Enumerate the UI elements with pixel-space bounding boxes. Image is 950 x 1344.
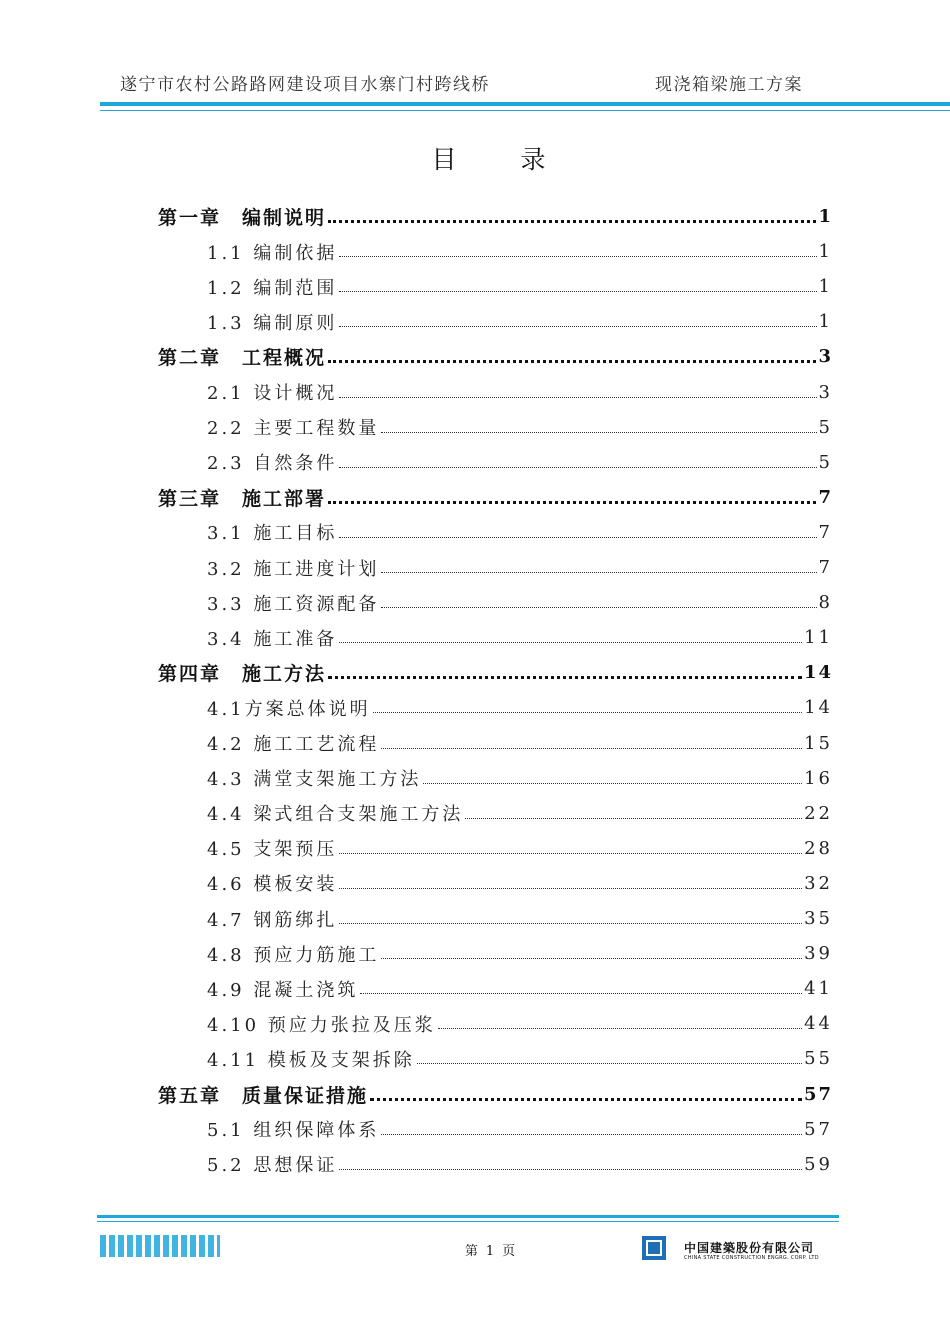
toc-entry-page: 22 bbox=[804, 802, 833, 824]
toc-section-entry[interactable] bbox=[207, 515, 833, 550]
page-prefix: 第 bbox=[464, 1244, 478, 1259]
toc-leader-dots bbox=[339, 923, 802, 924]
toc-section-entry[interactable] bbox=[207, 304, 833, 339]
toc-entry-label: 2.2 主要工程数量 bbox=[207, 418, 380, 440]
toc-entry-page: 3 bbox=[818, 346, 833, 368]
toc-entry-label: 1.3 编制原则 bbox=[207, 312, 338, 334]
toc-section-entry[interactable] bbox=[207, 971, 833, 1006]
toc-entry-label: 2.1 设计概况 bbox=[207, 383, 338, 404]
toc-leader-dots bbox=[381, 607, 816, 608]
toc-entry-page: 8 bbox=[818, 592, 833, 614]
toc-entry-label: 第一章 编制说明 bbox=[158, 207, 327, 229]
toc-entry-label: 4.4 梁式组合支架施工方法 bbox=[207, 804, 464, 826]
toc-entry-page: 11 bbox=[804, 627, 833, 649]
toc-section-entry[interactable] bbox=[207, 269, 833, 304]
toc-entry-label: 4.1方案总体说明 bbox=[207, 698, 371, 720]
toc-title: 目 录 bbox=[431, 145, 574, 174]
toc-entry-page: 16 bbox=[804, 767, 833, 789]
toc-entry-page: 14 bbox=[804, 697, 833, 719]
toc-section-entry[interactable] bbox=[207, 690, 833, 725]
toc-leader-dots bbox=[423, 783, 802, 784]
toc-section-entry[interactable] bbox=[207, 726, 833, 761]
toc-entry-page: 5 bbox=[818, 451, 833, 473]
header-project-title: 遂宁市农村公路路网建设项目水寨门村跨线桥 bbox=[120, 75, 490, 95]
toc-entry-page: 1 bbox=[818, 276, 833, 298]
toc-section-entry[interactable] bbox=[207, 1147, 833, 1182]
toc-entry-page: 32 bbox=[804, 872, 833, 894]
toc-section-entry[interactable] bbox=[207, 761, 833, 796]
toc-entry-label: 4.3 满堂支架施工方法 bbox=[207, 769, 422, 791]
toc-section-entry[interactable] bbox=[207, 234, 833, 269]
toc-entry-label: 第五章 质量保证措施 bbox=[158, 1084, 369, 1107]
toc-entry-label: 3.1 施工目标 bbox=[207, 523, 338, 545]
toc-leader-dots bbox=[339, 256, 816, 257]
toc-entry-label: 5.1 组织保障体系 bbox=[207, 1120, 380, 1142]
toc-leader-dots bbox=[339, 291, 816, 292]
toc-leader-dots bbox=[328, 501, 816, 504]
toc-section-entry[interactable] bbox=[207, 410, 833, 445]
toc-entry-page: 7 bbox=[818, 486, 833, 508]
toc-entry-page: 5 bbox=[818, 416, 833, 438]
toc-section-entry[interactable] bbox=[207, 866, 833, 901]
toc-leader-dots bbox=[339, 326, 816, 327]
toc-entry-label: 4.10 预应力张拉及压浆 bbox=[207, 1014, 436, 1036]
toc-entry-label: 4.11 模板及支架拆除 bbox=[207, 1049, 415, 1071]
toc-entry-label: 2.3 自然条件 bbox=[207, 453, 338, 475]
toc-entry-page: 55 bbox=[804, 1048, 833, 1070]
header-rule-thin bbox=[100, 110, 950, 111]
toc-leader-dots bbox=[381, 748, 802, 749]
toc-entry-label: 1.2 编制范围 bbox=[207, 277, 338, 299]
toc-leader-dots bbox=[339, 1169, 802, 1170]
toc-entry-label: 4.7 钢筋绑扎 bbox=[207, 909, 338, 931]
toc-entry-page: 1 bbox=[818, 311, 833, 333]
toc-leader-dots bbox=[339, 888, 802, 889]
toc-entry-page: 28 bbox=[804, 837, 833, 859]
footer-rule-thick bbox=[97, 1215, 839, 1218]
toc-section-entry[interactable] bbox=[207, 375, 833, 410]
toc-leader-dots bbox=[339, 642, 802, 643]
toc-leader-dots bbox=[381, 958, 802, 959]
toc-leader-dots bbox=[381, 1134, 802, 1135]
toc-chapter-entry[interactable] bbox=[158, 1077, 833, 1112]
footer-rule-thin bbox=[97, 1221, 839, 1222]
toc-leader-dots bbox=[339, 853, 802, 854]
toc-entry-page: 7 bbox=[818, 521, 833, 543]
toc-entry-label: 3.2 施工进度计划 bbox=[207, 558, 380, 580]
toc-section-entry[interactable] bbox=[207, 1041, 833, 1076]
toc-entry-label: 第二章 工程概况 bbox=[158, 347, 327, 370]
toc-entry-page: 15 bbox=[804, 732, 833, 754]
toc-leader-dots bbox=[328, 360, 816, 363]
company-name-en: CHINA STATE CONSTRUCTION ENGRG. CORP. LTD bbox=[684, 1255, 819, 1261]
toc-entry-label: 3.4 施工准备 bbox=[207, 628, 338, 650]
toc-leader-dots bbox=[339, 397, 816, 398]
toc-chapter-entry[interactable] bbox=[158, 655, 833, 690]
toc-entry-page: 57 bbox=[803, 1083, 833, 1105]
toc-entry-page: 39 bbox=[804, 943, 833, 965]
page-number-value: 1 bbox=[485, 1244, 495, 1259]
toc-chapter-entry[interactable] bbox=[158, 199, 833, 234]
toc-leader-dots bbox=[381, 432, 816, 433]
toc-entry-page: 3 bbox=[818, 381, 833, 403]
toc-entry-page: 35 bbox=[804, 908, 833, 929]
toc-section-entry[interactable] bbox=[207, 1112, 833, 1147]
toc-entry-page: 1 bbox=[818, 206, 833, 227]
header-rule-thick bbox=[100, 102, 950, 106]
toc-entry-page: 57 bbox=[804, 1118, 833, 1140]
toc-entry-label: 4.2 施工工艺流程 bbox=[207, 734, 380, 755]
toc-entry-page: 14 bbox=[803, 662, 833, 684]
toc-section-entry[interactable] bbox=[207, 1006, 833, 1041]
toc-leader-dots bbox=[465, 818, 802, 819]
company-name-cn: 中国建築股份有限公司 bbox=[684, 1241, 815, 1255]
toc-entry-page: 41 bbox=[804, 978, 833, 1000]
toc-section-entry[interactable] bbox=[207, 445, 833, 480]
toc-leader-dots bbox=[339, 467, 816, 468]
toc-leader-dots bbox=[417, 1063, 802, 1064]
toc-entry-page: 44 bbox=[804, 1013, 833, 1035]
toc-leader-dots bbox=[438, 1028, 802, 1029]
toc-section-entry[interactable] bbox=[207, 620, 833, 655]
toc-section-entry[interactable] bbox=[207, 936, 833, 971]
header-doc-title: 现浇箱梁施工方案 bbox=[655, 75, 803, 95]
toc-section-entry[interactable] bbox=[207, 550, 833, 585]
toc-entry-page: 1 bbox=[818, 241, 833, 263]
toc-entry-label: 4.9 混凝土浇筑 bbox=[207, 979, 359, 1001]
toc-leader-dots bbox=[370, 1098, 802, 1101]
toc-chapter-entry[interactable] bbox=[158, 339, 833, 374]
toc-leader-dots bbox=[328, 220, 816, 223]
toc-leader-dots bbox=[373, 712, 802, 713]
toc-entry-page: 7 bbox=[818, 557, 833, 578]
toc-entry-page: 59 bbox=[804, 1153, 833, 1175]
toc-entry-label: 4.6 模板安装 bbox=[207, 874, 338, 896]
toc-entry-label: 5.2 思想保证 bbox=[207, 1155, 338, 1177]
toc-entry-label: 第三章 施工部署 bbox=[158, 487, 327, 510]
toc-entry-label: 4.5 支架预压 bbox=[207, 839, 338, 861]
toc-leader-dots bbox=[360, 993, 802, 994]
toc-entry-label: 4.8 预应力筋施工 bbox=[207, 944, 380, 966]
toc-section-entry[interactable] bbox=[207, 831, 833, 866]
company-logo-icon bbox=[642, 1236, 666, 1260]
toc-leader-dots bbox=[328, 676, 802, 679]
page-suffix: 页 bbox=[502, 1244, 516, 1259]
toc-chapter-entry[interactable] bbox=[158, 480, 833, 515]
toc-section-entry[interactable] bbox=[207, 901, 833, 936]
toc-entry-label: 3.3 施工资源配备 bbox=[207, 593, 380, 615]
toc-leader-dots bbox=[339, 537, 816, 538]
toc-entry-label: 1.1 编制依据 bbox=[207, 242, 338, 264]
toc-section-entry[interactable] bbox=[207, 796, 833, 831]
toc-section-entry[interactable] bbox=[207, 585, 833, 620]
toc-entry-label: 第四章 施工方法 bbox=[158, 663, 327, 686]
toc-leader-dots bbox=[381, 572, 816, 573]
